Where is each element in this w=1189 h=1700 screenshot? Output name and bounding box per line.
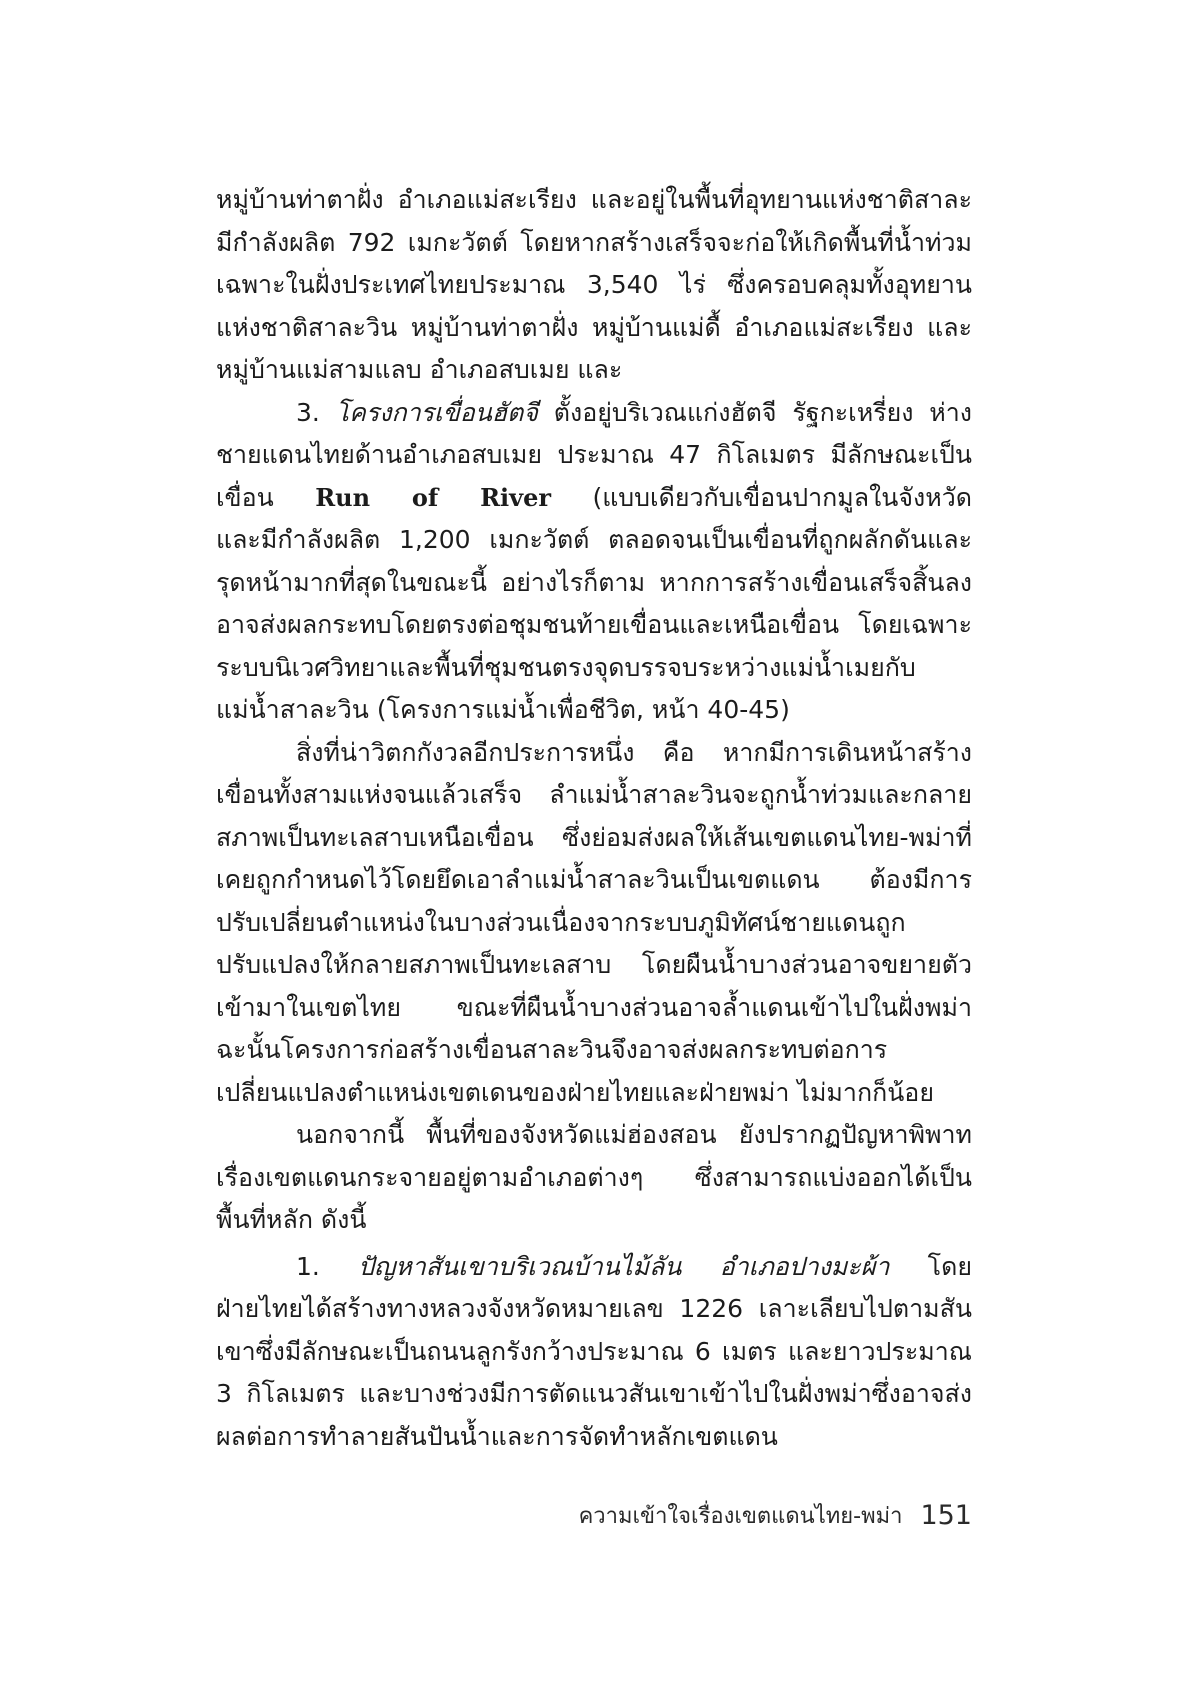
line-text: โดย (889, 1251, 972, 1281)
italic-heading: โครงการเขื่อนฮัตจี (335, 397, 538, 427)
body-paragraph (216, 1246, 972, 1459)
text-line: ปรับเปลี่ยนตำแหน่งในบางส่วนเนื่องจากระบบภูมิทัศน์ชายแดนถูก (216, 907, 906, 937)
text-line: เคยถูกกำหนดไว้โดยยึดเอาลำแม่น้ำสาละวินเป็นเขตแดน ต้องมีการ (216, 865, 972, 894)
text-line: ชายแดนไทยด้านอำเภอสบเมย ประมาณ 47 กิโลเมตร มีลักษณะเป็น (216, 440, 972, 469)
text-line: และมีกำลังผลิต 1,200 เมกะวัตต์ ตลอดจนเป็นเขื่อนที่ถูกผลักดันและ (216, 525, 972, 554)
line-text: (แบบเดียวกับเขื่อนปากมูลในจังหวัด (592, 482, 972, 512)
body-paragraph (216, 392, 972, 732)
text-line: อาจส่งผลกระทบโดยตรงต่อชุมชนท้ายเขื่อนและเหนือเขื่อน โดยเฉพาะ (216, 610, 972, 639)
page-footer (216, 1496, 972, 1534)
body-text (216, 179, 972, 1458)
body-paragraph (216, 1114, 972, 1242)
body-paragraph (216, 732, 972, 1115)
text-line: หมู่บ้านท่าตาฝั่ง อำเภอแม่สะเรียง และอยู่ในพื้นที่อุทยานแห่งชาติสาละ (216, 185, 972, 214)
text-line: เปลี่ยนแปลงตำแหน่งเขตเดนของฝ่ายไทยและฝ่ายพม่า ไม่มากก็น้อย (216, 1077, 934, 1107)
running-title: ความเข้าใจเรื่องเขตแดนไทย-พม่า (578, 1503, 903, 1529)
text-line: เรื่องเขตแดนกระจายอยู่ตามอำเภอต่างๆ ซึ่งสามารถแบ่งออกได้เป็น (216, 1162, 972, 1192)
body-paragraph (216, 179, 972, 392)
text-line: ฝ่ายไทยได้สร้างทางหลวงจังหวัดหมายเลข 1226 เลาะเลียบไปตามสัน (216, 1294, 972, 1323)
text-line: นอกจากนี้ พื้นที่ของจังหวัดแม่ฮ่องสอน ยังปรากฏปัญหาพิพาท (296, 1120, 972, 1149)
text-line (216, 1246, 972, 1289)
text-line: มีกำลังผลิต 792 เมกะวัตต์ โดยหากสร้างเสร็จจะก่อให้เกิดพื้นที่น้ำท่วม (216, 227, 972, 257)
text-line (216, 477, 972, 520)
text-line: พื้นที่หลัก ดังนี้ (216, 1205, 367, 1234)
text-line: เขาซึ่งมีลักษณะเป็นถนนลูกรังกว้างประมาณ 6 เมตร และยาวประมาณ (216, 1336, 972, 1366)
text-line: สิ่งที่น่าวิตกกังวลอีกประการหนึ่ง คือ หากมีการเดินหน้าสร้าง (296, 737, 972, 767)
text-line: สภาพเป็นทะเลสาบเหนือเขื่อน ซึ่งย่อมส่งผลให้เส้นเขตแดนไทย-พม่าที่ (216, 822, 972, 852)
line-text: เขื่อน (216, 482, 316, 512)
text-line: ผลต่อการทำลายสันปันน้ำและการจัดทำหลักเขตแดน (216, 1421, 778, 1451)
english-term: Run of River (315, 482, 551, 512)
text-line: ฉะนั้นโครงการก่อสร้างเขื่อนสาละวินจึงอาจส่งผลกระทบต่อการ (216, 1035, 888, 1064)
text-line: แม่น้ำสาละวิน (โครงการแม่น้ำเพื่อชีวิต, หน้า 40-45) (216, 695, 790, 724)
text-line: ปรับแปลงให้กลายสภาพเป็นทะเลสาบ โดยผืนน้ำบางส่วนอาจขยายตัว (216, 950, 972, 979)
text-line: เขื่อนทั้งสามแห่งจนแล้วเสร็จ ลำแม่น้ำสาละวินจะถูกน้ำท่วมและกลาย (216, 780, 972, 809)
text-line: เฉพาะในฝั่งประเทศไทยประมาณ 3,540 ไร่ ซึ่งครอบคลุมทั้งอุทยาน (216, 270, 972, 299)
line-text: ตั้งอยู่บริเวณแก่งฮัตจี รัฐกะเหรี่ยง ห่าง (553, 397, 972, 427)
text-line: หมู่บ้านแม่สามแลบ อำเภอสบเมย และ (216, 355, 623, 384)
list-marker: 3. (296, 397, 336, 427)
page-number: 151 (920, 1499, 972, 1531)
text-line: แห่งชาติสาละวิน หมู่บ้านท่าตาฝั่ง หมู่บ้านแม่ดื้ อำเภอแม่สะเรียง และ (216, 312, 972, 342)
text-line (216, 392, 972, 435)
text-line: เข้ามาในเขตไทย ขณะที่ผืนน้ำบางส่วนอาจล้ำแดนเข้าไปในฝั่งพม่า (216, 992, 972, 1022)
text-line: รุดหน้ามากที่สุดในขณะนี้ อย่างไรก็ตาม หากการสร้างเขื่อนเสร็จสิ้นลง (216, 567, 972, 597)
text-line: ระบบนิเวศวิทยาและพื้นที่ชุมชนตรงจุดบรรจบระหว่างแม่น้ำเมยกับ (216, 652, 916, 682)
italic-heading: ปัญหาสันเขาบริเวณบ้านไม้ลัน อำเภอปางมะผ้า (358, 1251, 890, 1281)
list-marker: 1. (296, 1251, 359, 1281)
text-line: 3 กิโลเมตร และบางช่วงมีการตัดแนวสันเขาเข้าไปในฝั่งพม่าซึ่งอาจส่ง (216, 1379, 972, 1408)
